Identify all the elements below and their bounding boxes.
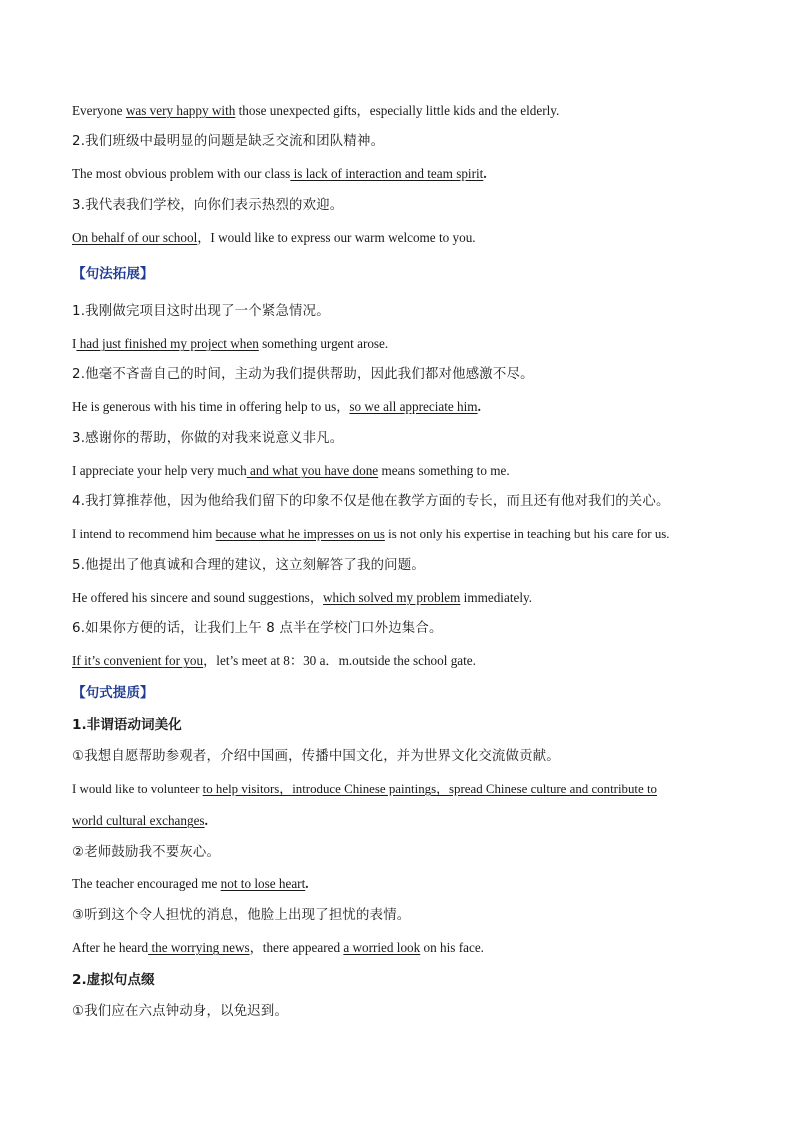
text: I would like to volunteer bbox=[72, 782, 203, 796]
english-sentence bbox=[72, 652, 476, 670]
text: ，I would like to express our warm welcome to you. bbox=[197, 230, 476, 245]
text: something urgent arose. bbox=[258, 336, 389, 351]
underlined-answer: If it’s convenient for you bbox=[72, 653, 204, 668]
underlined-answer: On behalf of our school bbox=[72, 230, 198, 245]
underlined-answer: because what he impresses on us bbox=[215, 527, 385, 541]
english-sentence bbox=[72, 165, 487, 183]
text: I intend to recommend him bbox=[72, 527, 216, 541]
english-sentence bbox=[72, 102, 559, 120]
chinese-prompt: 3.感谢你的帮助，你做的对我来说意义非凡。 bbox=[72, 431, 344, 446]
underlined-answer: and what you have done bbox=[246, 463, 379, 478]
text: He offered his sincere and sound suggestions， bbox=[72, 590, 324, 605]
english-sentence bbox=[72, 875, 309, 893]
text: those unexpected gifts，especially little kids and the elderly. bbox=[235, 103, 560, 118]
chinese-prompt: 4.我打算推荐他，因为他给我们留下的印象不仅是他在教学方面的专长，而且还有他对我们的关心。 bbox=[72, 494, 670, 509]
subheading-non-finite-verbs: 1.非谓语动词美化 bbox=[72, 717, 182, 733]
underlined-answer: which solved my problem bbox=[323, 590, 461, 605]
text: . bbox=[483, 166, 487, 181]
english-sentence bbox=[72, 229, 476, 247]
english-sentence bbox=[72, 939, 484, 957]
text: The teacher encouraged me bbox=[72, 876, 221, 891]
text: on his face. bbox=[420, 940, 484, 955]
chinese-prompt: 2.我们班级中最明显的问题是缺乏交流和团队精神。 bbox=[72, 134, 385, 149]
text: I appreciate your help very much bbox=[72, 463, 247, 478]
english-sentence-continued bbox=[72, 812, 208, 830]
chinese-prompt: 3.我代表我们学校，向你们表示热烈的欢迎。 bbox=[72, 198, 344, 213]
english-sentence bbox=[72, 589, 532, 607]
text: . bbox=[477, 399, 481, 414]
underlined-answer: is lack of interaction and team spirit bbox=[290, 166, 484, 181]
text: He is generous with his time in offering help to us， bbox=[72, 399, 350, 414]
chinese-prompt: 6.如果你方便的话，让我们上午 8 点半在学校门口外边集合。 bbox=[72, 621, 443, 636]
chinese-prompt: ①我们应在六点钟动身，以免迟到。 bbox=[72, 1004, 289, 1019]
underlined-answer: a worried look bbox=[343, 940, 421, 955]
chinese-prompt: ②老师鼓励我不要灰心。 bbox=[72, 845, 221, 860]
text: is not only his expertise in teaching but his care for us. bbox=[384, 527, 670, 541]
text: . bbox=[305, 876, 309, 891]
chinese-prompt: ①我想自愿帮助参观者，介绍中国画，传播中国文化，并为世界文化交流做贡献。 bbox=[72, 749, 560, 764]
text: ，let’s meet at 8：30 a．m.outside the school gate. bbox=[203, 653, 476, 668]
english-sentence bbox=[72, 780, 657, 798]
section-heading-syntax-expansion: 【句法拓展】 bbox=[72, 266, 154, 282]
text: The most obvious problem with our class bbox=[72, 166, 291, 181]
text: After he heard bbox=[72, 940, 149, 955]
english-sentence bbox=[72, 525, 670, 543]
underlined-answer: was very happy with bbox=[125, 103, 236, 118]
underlined-answer: had just finished my project when bbox=[76, 336, 259, 351]
underlined-answer: the worrying news bbox=[148, 940, 250, 955]
text: Everyone bbox=[72, 103, 126, 118]
chinese-prompt: 5.他提出了他真诚和合理的建议，这立刻解答了我的问题。 bbox=[72, 558, 425, 573]
english-sentence bbox=[72, 398, 481, 416]
text: means something to me. bbox=[378, 463, 510, 478]
underlined-answer: to help visitors，introduce Chinese paintings，spread Chinese culture and contribute to bbox=[202, 782, 657, 796]
section-heading-sentence-upgrade: 【句式提质】 bbox=[72, 685, 154, 701]
chinese-prompt: 1.我刚做完项目这时出现了一个紧急情况。 bbox=[72, 304, 330, 319]
text: I bbox=[72, 336, 77, 351]
english-sentence bbox=[72, 462, 510, 480]
text: ，there appeared bbox=[249, 940, 344, 955]
chinese-prompt: 2.他毫不吝啬自己的时间，主动为我们提供帮助，因此我们都对他感激不尽。 bbox=[72, 367, 534, 382]
underlined-answer: so we all appreciate him bbox=[349, 399, 478, 414]
text: . bbox=[204, 813, 208, 828]
underlined-answer: world cultural exchanges bbox=[72, 813, 205, 828]
underlined-answer: not to lose heart bbox=[220, 876, 306, 891]
chinese-prompt: ③听到这个令人担忧的消息，他脸上出现了担忧的表情。 bbox=[72, 908, 411, 923]
english-sentence bbox=[72, 335, 388, 353]
subheading-subjunctive: 2.虚拟句点缀 bbox=[72, 972, 155, 988]
text: immediately. bbox=[460, 590, 533, 605]
